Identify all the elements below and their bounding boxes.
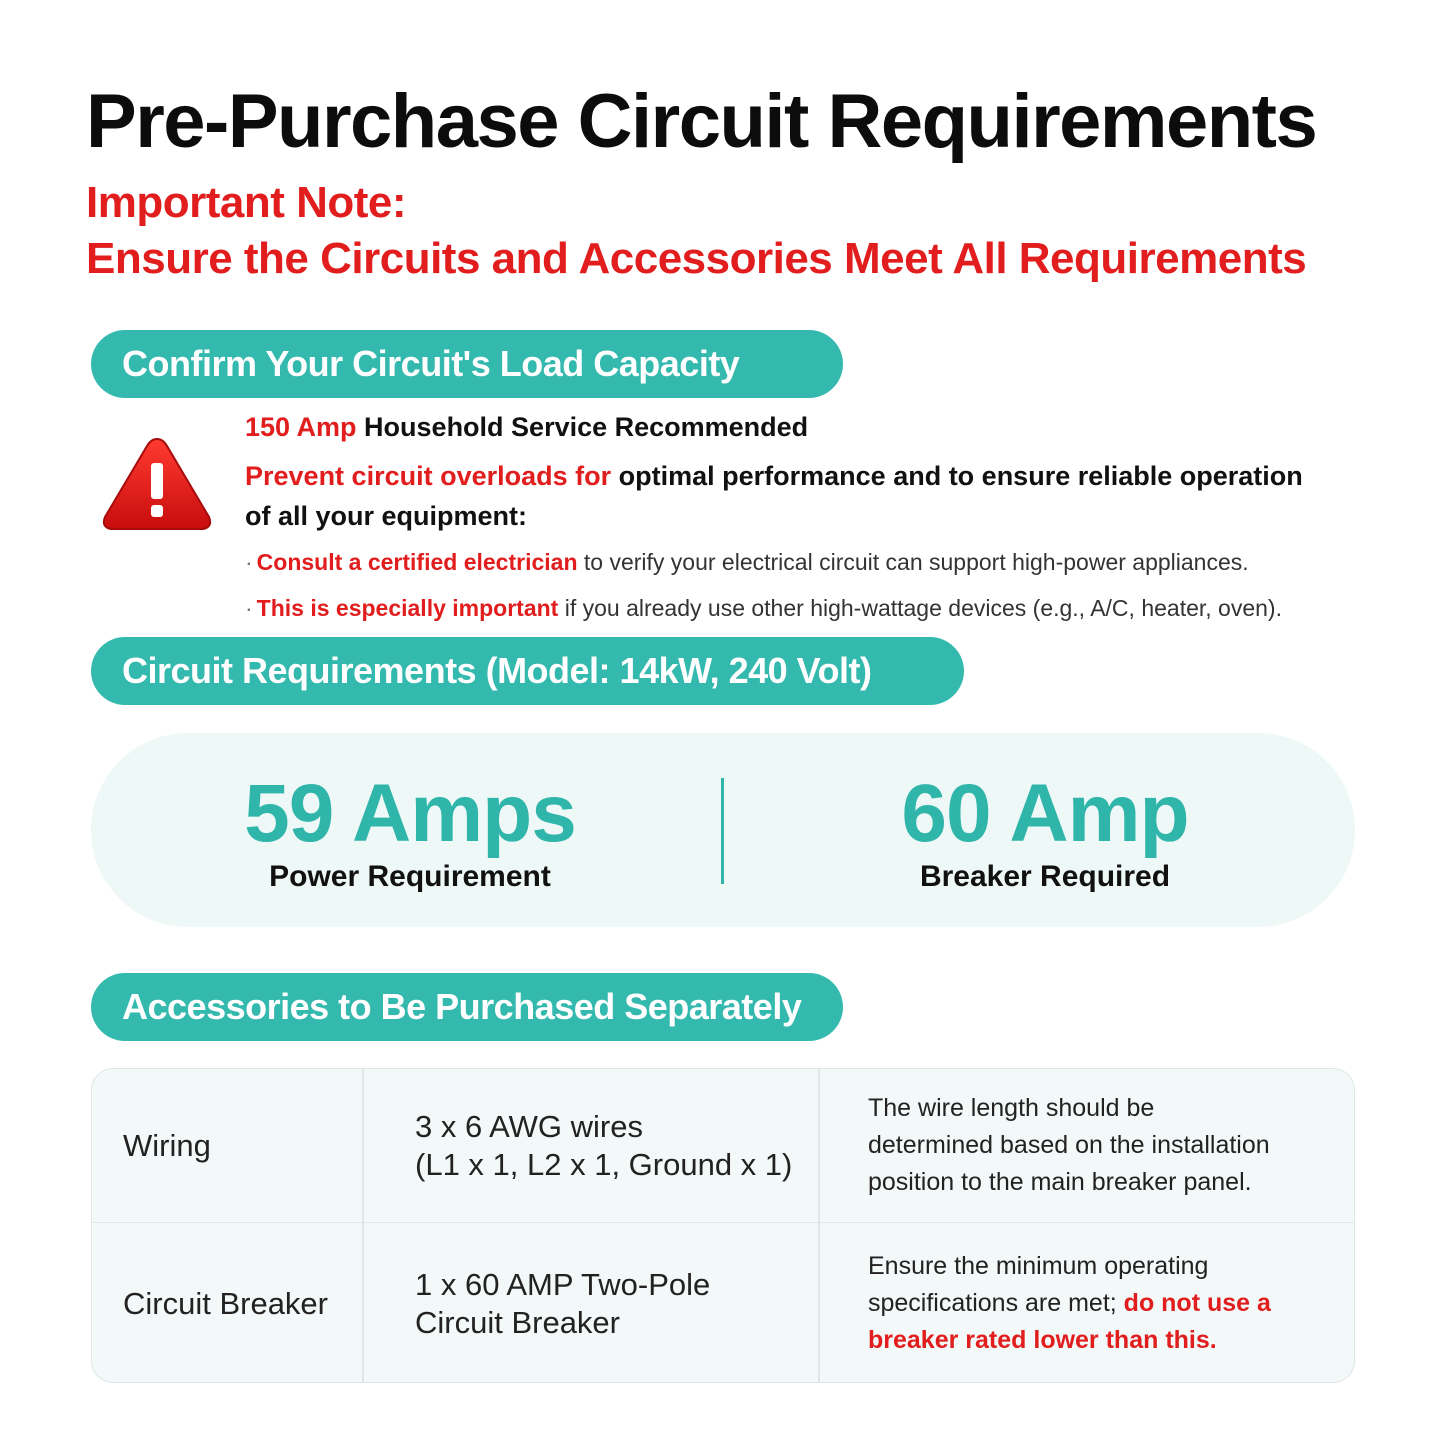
breaker-required-value: 60 Amp — [901, 768, 1189, 859]
overload-warning-text: optimal performance and to ensure reliable operation — [611, 461, 1303, 491]
accessory-note-warning: breaker rated lower than this. — [868, 1326, 1217, 1354]
section-header-label: Confirm Your Circuit's Load Capacity — [122, 343, 740, 384]
important-note-heading: Important Note: — [86, 178, 407, 227]
overload-warning — [245, 461, 1303, 492]
bullet-highlight: This is especially important — [256, 595, 559, 621]
table-row — [92, 1223, 1354, 1383]
accessory-note-warning: do not use a — [1123, 1289, 1271, 1317]
bullet-item — [245, 595, 1282, 622]
table-row — [92, 1069, 1354, 1223]
bullet-dot: · — [245, 595, 253, 621]
section-header-load-capacity — [91, 330, 843, 398]
breaker-required-label: Breaker Required — [919, 860, 1171, 893]
power-requirement-value: 59 Amps — [244, 768, 576, 859]
section-header-label: Circuit Requirements (Model: 14kW, 240 Volt) — [122, 650, 872, 691]
accessory-spec-line: 3 x 6 AWG wires — [415, 1108, 643, 1144]
accessory-note-line — [868, 1285, 1271, 1322]
accessory-spec-line: Circuit Breaker — [415, 1304, 620, 1340]
accessory-note — [868, 1069, 1338, 1222]
stats-divider — [721, 778, 724, 884]
important-note-text: Ensure the Circuits and Accessories Meet All Requirements — [86, 234, 1307, 283]
accessory-spec-line: 1 x 60 AMP Two-Pole — [415, 1266, 711, 1302]
accessory-note-line: determined based on the installation — [868, 1131, 1270, 1159]
accessory-name: Wiring — [123, 1127, 211, 1163]
warning-triangle-icon — [100, 433, 214, 533]
accessory-spec — [415, 1223, 815, 1383]
bullet-highlight: Consult a certified electrician — [256, 549, 578, 575]
bullet-text: to verify your electrical circuit can support high-power appliances. — [577, 549, 1249, 575]
power-requirement-stat — [200, 770, 620, 894]
column-divider — [362, 1069, 364, 1222]
service-text: Household Service Recommended — [356, 412, 809, 442]
accessories-table — [91, 1068, 1355, 1383]
bullet-dot: · — [245, 549, 253, 575]
breaker-required-stat — [840, 770, 1250, 894]
bullet-text: if you already use other high-wattage devices (e.g., A/C, heater, oven). — [558, 595, 1282, 621]
page-title: Pre-Purchase Circuit Requirements — [86, 79, 1317, 164]
accessory-spec-line: (L1 x 1, L2 x 1, Ground x 1) — [415, 1146, 793, 1182]
accessory-note — [868, 1223, 1338, 1383]
section-header-accessories — [91, 973, 843, 1041]
section-header-label: Accessories to Be Purchased Separately — [122, 986, 802, 1027]
overload-warning-continued: of all your equipment: — [245, 501, 528, 531]
section-header-circuit-requirements — [91, 637, 964, 705]
accessory-spec — [415, 1069, 815, 1222]
service-amp: 150 Amp — [245, 412, 357, 442]
accessory-note-line: Ensure the minimum operating — [868, 1252, 1209, 1280]
accessory-note-text: specifications are met; — [868, 1289, 1124, 1317]
bullet-item — [245, 549, 1249, 576]
column-divider — [818, 1223, 820, 1383]
accessory-note-line: position to the main breaker panel. — [868, 1168, 1252, 1196]
overload-warning-highlight: Prevent circuit overloads for — [245, 461, 612, 491]
power-requirement-label: Power Requirement — [269, 860, 551, 893]
column-divider — [362, 1223, 364, 1383]
accessory-name: Circuit Breaker — [123, 1285, 328, 1321]
accessory-note-line: The wire length should be — [868, 1094, 1155, 1122]
column-divider — [818, 1069, 820, 1222]
service-recommendation — [245, 412, 808, 443]
